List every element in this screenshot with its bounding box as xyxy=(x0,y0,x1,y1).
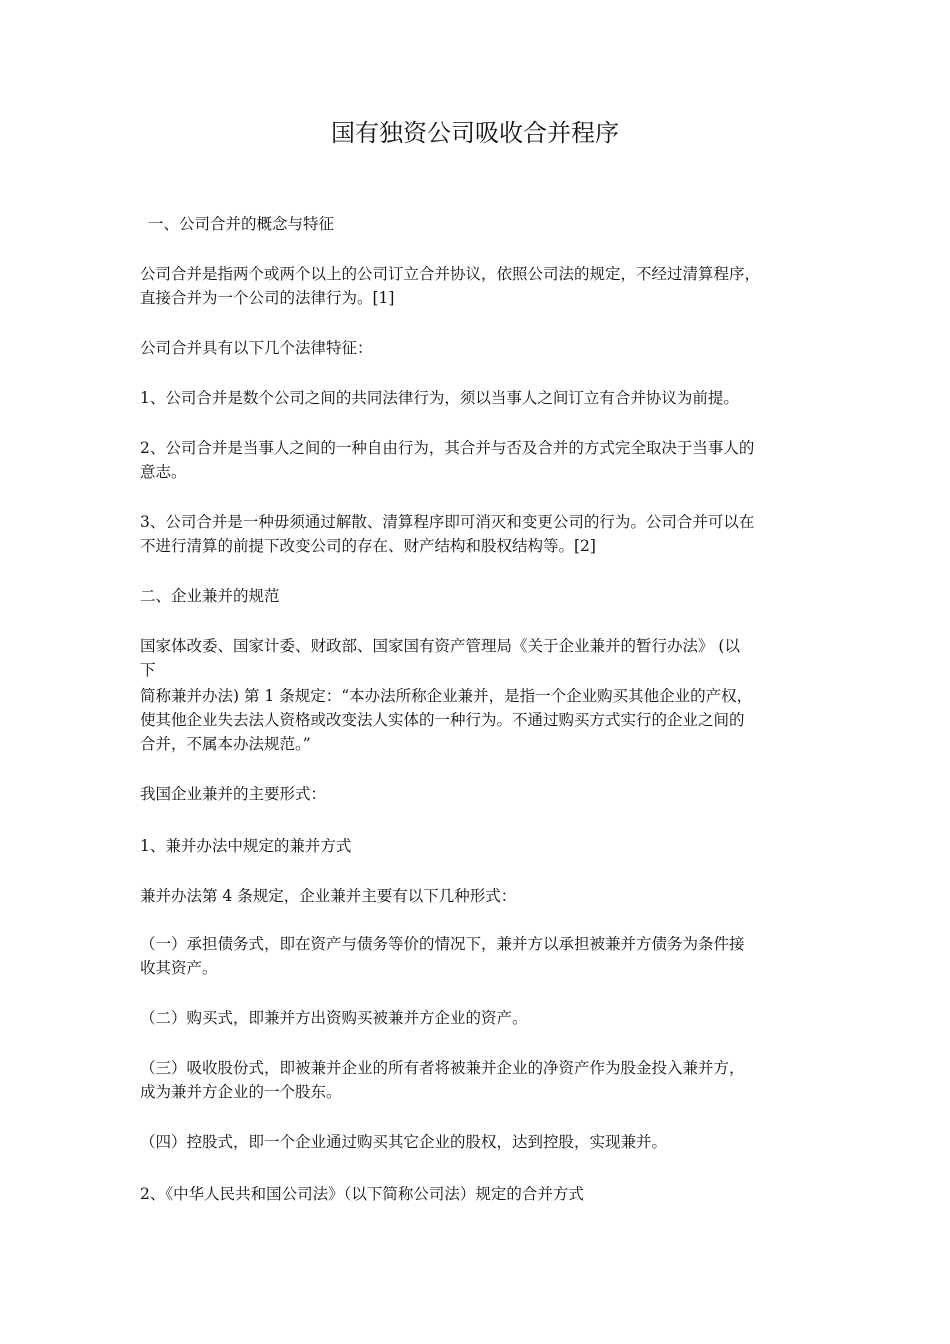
subsection-heading: 1、兼并办法中规定的兼并方式 xyxy=(140,837,352,855)
list-item: （四）控股式，即一个企业通过购买其它企业的股权，达到控股，实现兼并。 xyxy=(140,1133,668,1151)
paragraph-line: 下 xyxy=(140,661,156,679)
list-item: （二）购买式，即兼并方出资购买被兼并方企业的资产。 xyxy=(140,1009,528,1027)
paragraph-line: 简称兼并办法) 第 1 条规定：“本办法所称企业兼并，是指一个企业购买其他企业的产权， xyxy=(140,687,753,705)
paragraph-line: 兼并办法第 4 条规定，企业兼并主要有以下几种形式： xyxy=(140,887,517,905)
paragraph-line: 意志。 xyxy=(140,463,187,481)
paragraph-line: 不进行清算的前提下改变公司的存在、财产结构和股权结构等。[2] xyxy=(140,537,596,555)
paragraph-line: 公司合并是指两个或两个以上的公司订立合并协议，依照公司法的规定，不经过清算程序， xyxy=(140,265,761,283)
subsection-heading: 2、《中华人民共和国公司法》（以下简称公司法）规定的合并方式 xyxy=(140,1185,584,1203)
paragraph-line: 直接合并为一个公司的法律行为。[1] xyxy=(140,289,395,307)
section-heading-1: 一、公司合并的概念与特征 xyxy=(148,215,335,233)
list-item: 3、公司合并是一种毋须通过解散、清算程序即可消灭和变更公司的行为。公司合并可以在 xyxy=(140,513,755,531)
paragraph-line: 公司合并具有以下几个法律特征： xyxy=(140,339,373,357)
document-title: 国有独资公司吸收合并程序 xyxy=(331,119,619,147)
list-item: 2、公司合并是当事人之间的一种自由行为，其合并与否及合并的方式完全取决于当事人的 xyxy=(140,439,755,457)
list-item: （一）承担债务式，即在资产与债务等价的情况下，兼并方以承担被兼并方债务为条件接 xyxy=(140,935,745,953)
list-item: 1、公司合并是数个公司之间的共同法律行为，须以当事人之间订立有合并协议为前提。 xyxy=(140,389,739,407)
list-item: （三）吸收股份式，即被兼并企业的所有者将被兼并企业的净资产作为股金投入兼并方， xyxy=(140,1059,745,1077)
paragraph-line: 收其资产。 xyxy=(140,959,218,977)
section-heading-2: 二、企业兼并的规范 xyxy=(140,587,280,605)
paragraph-line: 成为兼并方企业的一个股东。 xyxy=(140,1083,342,1101)
paragraph-line: 我国企业兼并的主要形式： xyxy=(140,785,327,803)
paragraph-line: 使其他企业失去法人资格或改变法人实体的一种行为。不通过购买方式实行的企业之间的 xyxy=(140,711,745,729)
paragraph-line: 国家体改委、国家计委、财政部、国家国有资产管理局《关于企业兼并的暂行办法》 (以 xyxy=(140,637,740,655)
paragraph-line: 合并，不属本办法规范。” xyxy=(140,735,311,753)
